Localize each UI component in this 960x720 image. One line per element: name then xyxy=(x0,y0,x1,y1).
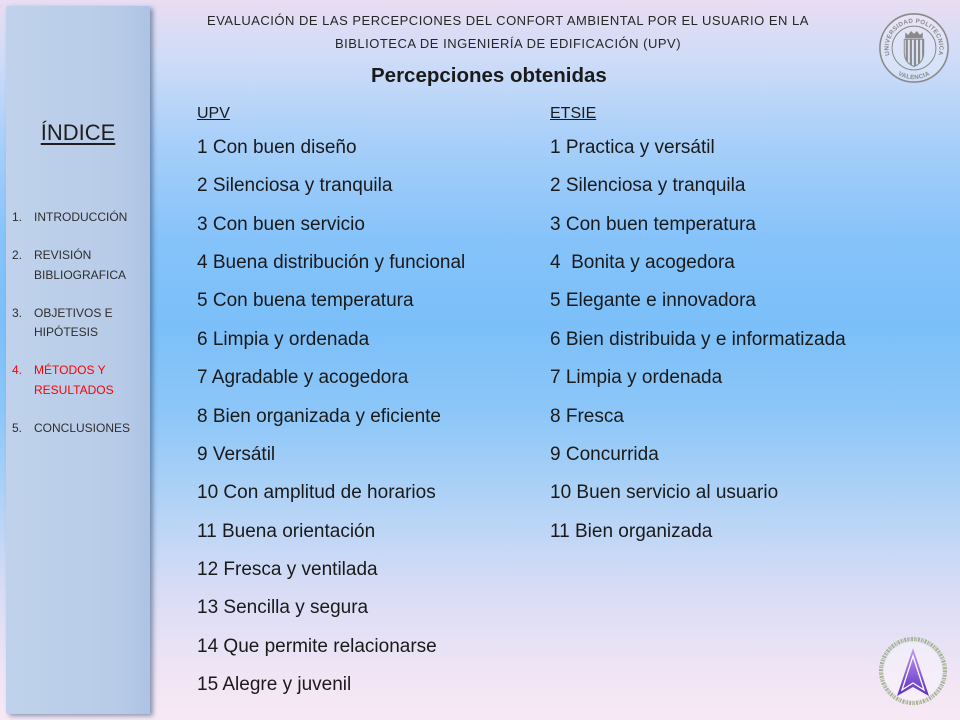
upv-perception-item: 10 Con amplitud de horarios xyxy=(197,482,436,504)
index-item-conclusiones[interactable] xyxy=(12,419,146,439)
index-item-number: 2. xyxy=(12,248,23,262)
header-line-1: EVALUACIÓN DE LAS PERCEPCIONES DEL CONFORT AMBIENTAL POR EL USUARIO EN LA xyxy=(207,13,809,28)
etsie-perception-item: 10 Buen servicio al usuario xyxy=(550,482,779,504)
upv-heading: UPV xyxy=(197,105,230,122)
index-item-objetivos-hipotesis[interactable] xyxy=(12,304,146,343)
etsie-perception-item: 8 Fresca xyxy=(550,405,624,427)
index-item-label: OBJETIVOS E HIPÓTESIS xyxy=(34,305,113,339)
upv-perception-item: 2 Silenciosa y tranquila xyxy=(197,175,393,197)
etsie-perception-item: 7 Limpia y ordenada xyxy=(550,367,723,389)
etsie-perception-item: 11 Bien organizada xyxy=(550,520,713,542)
index-item-metodos-resultados[interactable] xyxy=(12,361,146,400)
upv-perception-item: 1 Con buen diseño xyxy=(197,137,357,158)
index-item-label: REVISIÓN BIBLIOGRAFICA xyxy=(34,248,127,282)
index-item-number: 4. xyxy=(12,363,23,377)
index-title: ÍNDICE xyxy=(40,120,116,145)
school-emblem-icon xyxy=(876,634,950,708)
upv-perception-item: 11 Buena orientación xyxy=(197,520,376,542)
slide-header xyxy=(150,9,866,55)
index-item-label: CONCLUSIONES xyxy=(34,420,131,435)
header-line-2: BIBLIOTECA DE INGENIERÍA DE EDIFICACIÓN (UPV) xyxy=(334,36,682,51)
seal-bottom-lettering: VALENCIA xyxy=(896,70,932,82)
index-item-label: MÉTODOS Y RESULTADOS xyxy=(34,363,114,397)
seal-top-lettering: UNIVERSIDAD POLITECNICA xyxy=(883,17,945,57)
etsie-column xyxy=(550,129,846,551)
upv-perception-item: 8 Bien organizada y eficiente xyxy=(197,405,441,427)
etsie-perception-item: 6 Bien distribuida y e informatizada xyxy=(550,328,846,350)
upv-perception-item: 13 Sencilla y segura xyxy=(197,597,369,619)
index-item-number: 1. xyxy=(12,210,23,224)
etsie-perception-item: 3 Con buen temperatura xyxy=(550,213,756,235)
etsie-perception-item: 2 Silenciosa y tranquila xyxy=(550,175,746,197)
etsie-perception-item: 4 Bonita y acogedora xyxy=(550,252,735,274)
index-list xyxy=(12,208,146,457)
upv-perception-item: 14 Que permite relacionarse xyxy=(197,635,437,657)
index-item-number: 5. xyxy=(12,420,23,435)
etsie-perception-item: 5 Elegante e innovadora xyxy=(550,290,756,312)
upv-perception-item: 3 Con buen servicio xyxy=(197,213,365,235)
etsie-perception-item: 9 Concurrida xyxy=(550,443,659,465)
upv-perception-item: 9 Versátil xyxy=(197,443,276,465)
upv-perception-item: 15 Alegre y juvenil xyxy=(197,674,352,696)
index-item-number: 3. xyxy=(12,305,23,320)
upv-perception-item: 7 Agradable y acogedora xyxy=(197,367,409,389)
upv-perception-item: 12 Fresca y ventilada xyxy=(197,558,378,580)
index-item-label: INTRODUCCIÓN xyxy=(34,210,128,224)
etsie-heading: ETSIE xyxy=(550,105,597,122)
slide-title: Percepciones obtenidas xyxy=(371,64,607,87)
index-item-introduccion[interactable] xyxy=(12,208,146,228)
etsie-perception-item: 1 Practica y versátil xyxy=(550,137,715,158)
upv-perception-item: 6 Limpia y ordenada xyxy=(197,328,370,350)
university-seal-icon xyxy=(877,11,951,85)
upv-perception-item: 4 Buena distribución y funcional xyxy=(197,252,466,274)
index-item-revision-bibliografica[interactable] xyxy=(12,246,146,285)
upv-column xyxy=(197,129,465,704)
upv-perception-item: 5 Con buena temperatura xyxy=(197,290,414,312)
